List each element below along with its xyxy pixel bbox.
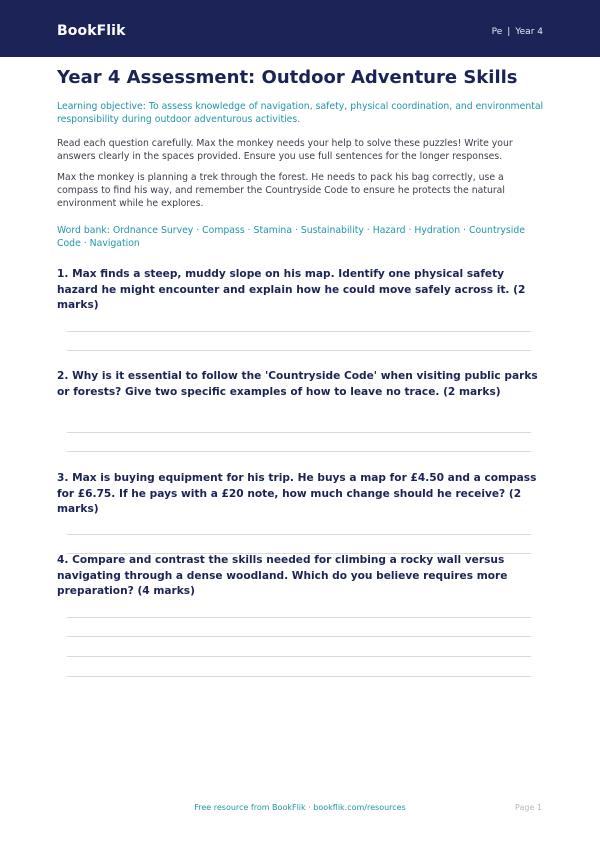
question-1: 1. Max finds a steep, muddy slope on his map. Identify one physical safety hazard he might encounter and explain how he could move safely across it. (2 marks) xyxy=(57,268,526,311)
page-number: Page 1 xyxy=(515,803,542,812)
question-3: 3. Max is buying equipment for his trip. He buys a map for £4.50 and a compass for £6.75. If he pays with a £20 note, how much change should he receive? (2 marks) xyxy=(57,472,537,515)
instructions-paragraph-2: Max the monkey is planning a trek through the forest. He needs to pack his bag correctly, use a compass to find his way, and remember the Countryside Code to ensure he protects the natural environment while he explores. xyxy=(57,172,505,209)
page-header xyxy=(0,0,600,57)
word-bank: Word bank: Ordnance Survey · Compass · Stamina · Sustainability · Hazard · Hydration · Countryside Code · Navigation xyxy=(57,225,525,249)
brand-logo: BookFlik xyxy=(57,23,126,39)
answer-line[interactable] xyxy=(67,432,531,433)
answer-line[interactable] xyxy=(67,617,531,618)
subject-label: Pe xyxy=(491,27,503,37)
page-title: Year 4 Assessment: Outdoor Adventure Skills xyxy=(57,67,518,88)
learning-objective: Learning objective: To assess knowledge of navigation, safety, physical coordination, and environmental responsibility during outdoor adventurous activities. xyxy=(57,101,544,125)
answer-line[interactable] xyxy=(67,350,531,351)
answer-line[interactable] xyxy=(67,656,531,657)
answer-line[interactable] xyxy=(67,636,531,637)
question-4: 4. Compare and contrast the skills needed for climbing a rocky wall versus navigating through a dense woodland. Which do you believe requires more preparation? (4 marks) xyxy=(57,554,508,597)
footer-credit: Free resource from BookFlik · bookflik.com/resources xyxy=(194,803,406,812)
instructions-paragraph-1: Read each question carefully. Max the monkey needs your help to solve these puzzles! Write your answers clearly in the spaces provided. Ensure you use full sentences for the longer responses. xyxy=(57,138,513,162)
answer-line[interactable] xyxy=(67,331,531,332)
meta-separator: | xyxy=(507,27,511,37)
header-meta xyxy=(492,27,543,37)
question-2: 2. Why is it essential to follow the 'Countryside Code' when visiting public parks or forests? Give two specific examples of how to leave no trace. (2 marks) xyxy=(57,370,538,398)
answer-line[interactable] xyxy=(67,534,531,535)
answer-line[interactable] xyxy=(67,676,531,677)
year-label: Year 4 xyxy=(515,27,543,37)
answer-line[interactable] xyxy=(67,451,531,452)
